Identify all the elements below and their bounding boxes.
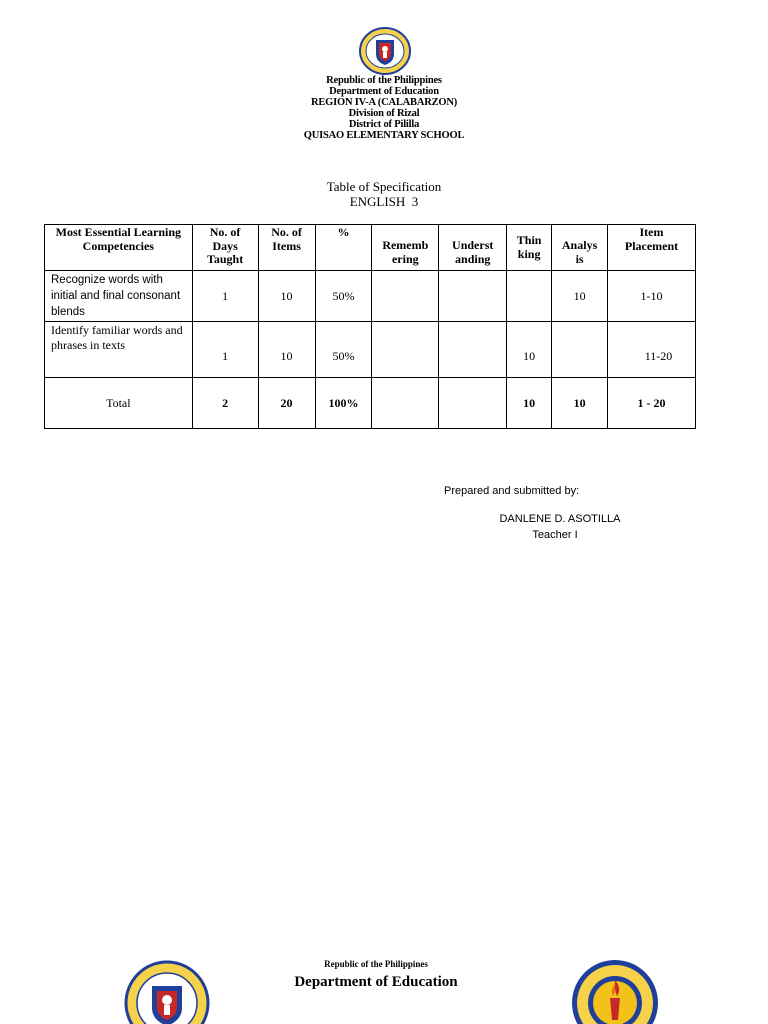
row-days: 1	[192, 271, 258, 322]
row-thinking	[507, 271, 552, 322]
total-days: 2	[192, 378, 258, 429]
header-line-department: Department of Education	[329, 86, 439, 97]
header-days-taught: No. of Days Taught	[192, 225, 258, 271]
header-line-district: District of Pililla	[348, 119, 420, 130]
header-line-school: QUISAO ELEMENTARY SCHOOL	[303, 130, 465, 141]
row-understanding	[439, 322, 507, 378]
row-remembering	[372, 271, 439, 322]
total-analysis: 10	[552, 378, 608, 429]
row-percent: 50%	[315, 271, 372, 322]
header-no-items: No. of Items	[258, 225, 315, 271]
table-header-row	[45, 225, 696, 271]
table-total-row	[45, 378, 696, 429]
total-label: Total	[45, 378, 193, 429]
row-items: 10	[258, 322, 315, 378]
row-analysis	[552, 322, 608, 378]
header-thinking: Thin king	[507, 225, 552, 271]
row-percent: 50%	[315, 322, 372, 378]
header-competencies: Most Essential Learning Competencies	[45, 225, 193, 271]
header-item-placement: Item Placement	[608, 225, 696, 271]
table-row	[45, 322, 696, 378]
row-competency: Recognize words with initial and final consonant blends	[45, 271, 193, 322]
header-analysis: Analys is	[552, 225, 608, 271]
document-title-block	[0, 179, 768, 209]
header-remembering: Rememb ering	[372, 225, 439, 271]
total-thinking: 10	[507, 378, 552, 429]
row-placement: 11-20	[608, 322, 696, 378]
footer-republic: Republic of the Philippines	[324, 959, 428, 969]
school-seal-icon	[570, 958, 660, 1024]
header-understanding: Underst anding	[439, 225, 507, 271]
row-items: 10	[258, 271, 315, 322]
row-placement: 1-10	[608, 271, 696, 322]
letterhead	[0, 75, 768, 141]
header-line-region: REGION IV-A (CALABARZON)	[310, 97, 458, 108]
row-analysis: 10	[552, 271, 608, 322]
table-row	[45, 271, 696, 322]
header-percent: %	[315, 225, 372, 271]
row-remembering	[372, 322, 439, 378]
total-items: 20	[258, 378, 315, 429]
total-remembering	[372, 378, 439, 429]
specification-table	[44, 224, 696, 429]
footer-department: Department of Education	[294, 974, 458, 990]
document-subject: ENGLISH 3	[349, 194, 419, 209]
header-line-republic: Republic of the Philippines	[326, 75, 442, 86]
row-competency: Identify familiar words and phrases in texts	[45, 322, 193, 378]
deped-seal-icon	[359, 27, 411, 75]
row-thinking: 10	[507, 322, 552, 378]
total-placement: 1 - 20	[608, 378, 696, 429]
prepared-by-label: Prepared and submitted by:	[444, 485, 580, 497]
row-understanding	[439, 271, 507, 322]
signatory-position: Teacher I	[532, 529, 578, 541]
total-understanding	[439, 378, 507, 429]
document-title: Table of Specification	[326, 179, 442, 194]
total-percent: 100%	[315, 378, 372, 429]
signatory-name: DANLENE D. ASOTILLA	[499, 513, 621, 525]
header-line-division: Division of Rizal	[348, 108, 420, 119]
row-days: 1	[192, 322, 258, 378]
